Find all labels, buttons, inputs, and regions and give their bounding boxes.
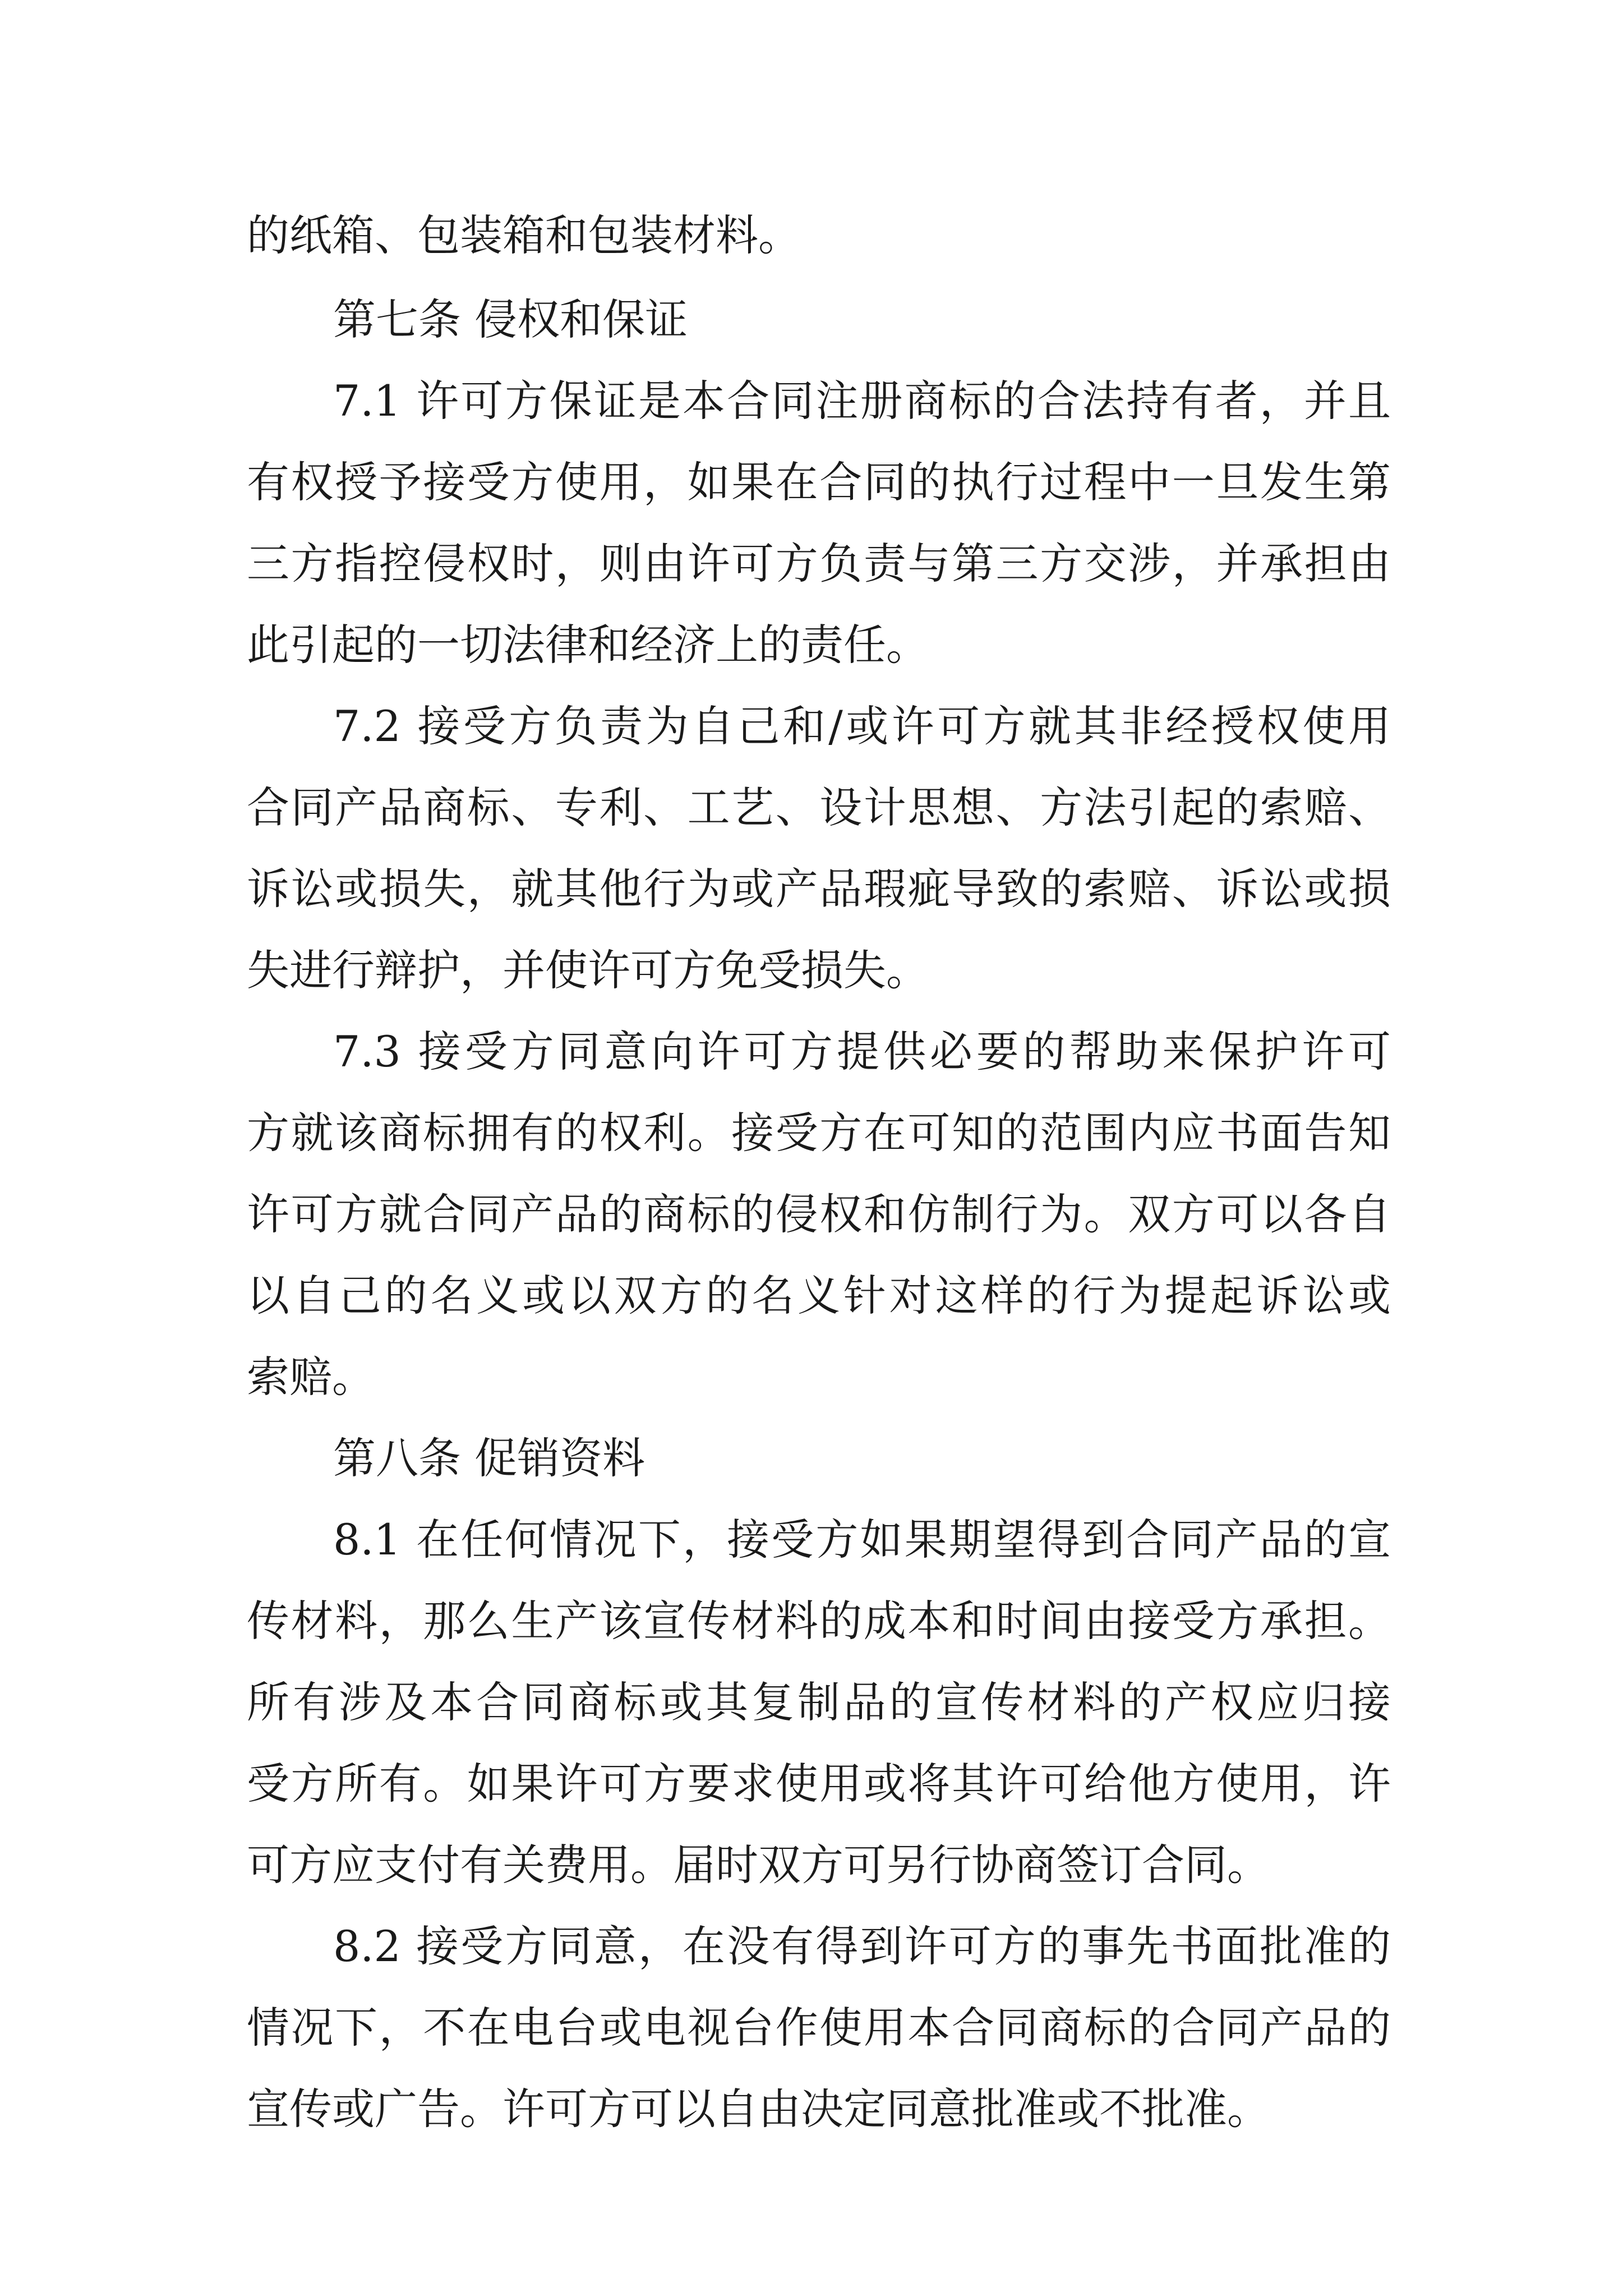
clause-7-2-line: 诉讼或损失，就其他行为或产品瑕疵导致的索赔、诉讼或损 xyxy=(247,864,1391,914)
clause-8-1-line: 8.1 在任何情况下，接受方如果期望得到合同产品的宣 xyxy=(333,1515,1391,1565)
clause-7-3-line: 索赔。 xyxy=(247,1352,375,1402)
clause-7-1-line: 有权授予接受方使用，如果在合同的执行过程中一旦发生第 xyxy=(247,457,1391,507)
clause-8-2-line: 情况下，不在电台或电视台作使用本合同商标的合同产品的 xyxy=(247,2003,1391,2053)
clause-7-1-line: 三方指控侵权时，则由许可方负责与第三方交涉，并承担由 xyxy=(247,539,1391,588)
section-heading-8: 第八条 促销资料 xyxy=(333,1433,645,1483)
clause-7-2-line: 合同产品商标、专利、工艺、设计思想、方法引起的索赔、 xyxy=(247,783,1391,832)
clause-7-3-line: 以自己的名义或以双方的名义针对这样的行为提起诉讼或 xyxy=(247,1271,1391,1320)
clause-7-1-line: 此引起的一切法律和经济上的责任。 xyxy=(247,620,929,670)
clause-8-1-line: 可方应支付有关费用。届时双方可另行协商签订合同。 xyxy=(247,1840,1270,1890)
clause-8-2-line: 宣传或广告。许可方可以自由决定同意批准或不批准。 xyxy=(247,2084,1270,2134)
clause-8-1-line: 受方所有。如果许可方要求使用或将其许可给他方使用，许 xyxy=(247,1759,1391,1809)
clause-7-1-line: 7.1 许可方保证是本合同注册商标的合法持有者，并且 xyxy=(333,376,1391,426)
clause-8-1-line: 所有涉及本合同商标或其复制品的宣传材料的产权应归接 xyxy=(247,1677,1391,1727)
clause-7-3-line: 方就该商标拥有的权利。接受方在可知的范围内应书面告知 xyxy=(247,1108,1391,1158)
clause-7-2-line: 7.2 接受方负责为自己和/或许可方就其非经授权使用 xyxy=(333,701,1391,751)
paragraph-line: 的纸箱、包装箱和包装材料。 xyxy=(247,210,801,260)
clause-7-2-line: 失进行辩护，并使许可方免受损失。 xyxy=(247,945,929,995)
clause-7-3-line: 许可方就合同产品的商标的侵权和仿制行为。双方可以各自 xyxy=(247,1189,1391,1239)
clause-8-2-line: 8.2 接受方同意，在没有得到许可方的事先书面批准的 xyxy=(333,1921,1391,1971)
clause-7-3-line: 7.3 接受方同意向许可方提供必要的帮助来保护许可 xyxy=(333,1027,1391,1076)
section-heading-7: 第七条 侵权和保证 xyxy=(333,295,688,344)
clause-8-1-line: 传材料，那么生产该宣传材料的成本和时间由接受方承担。 xyxy=(247,1596,1391,1646)
